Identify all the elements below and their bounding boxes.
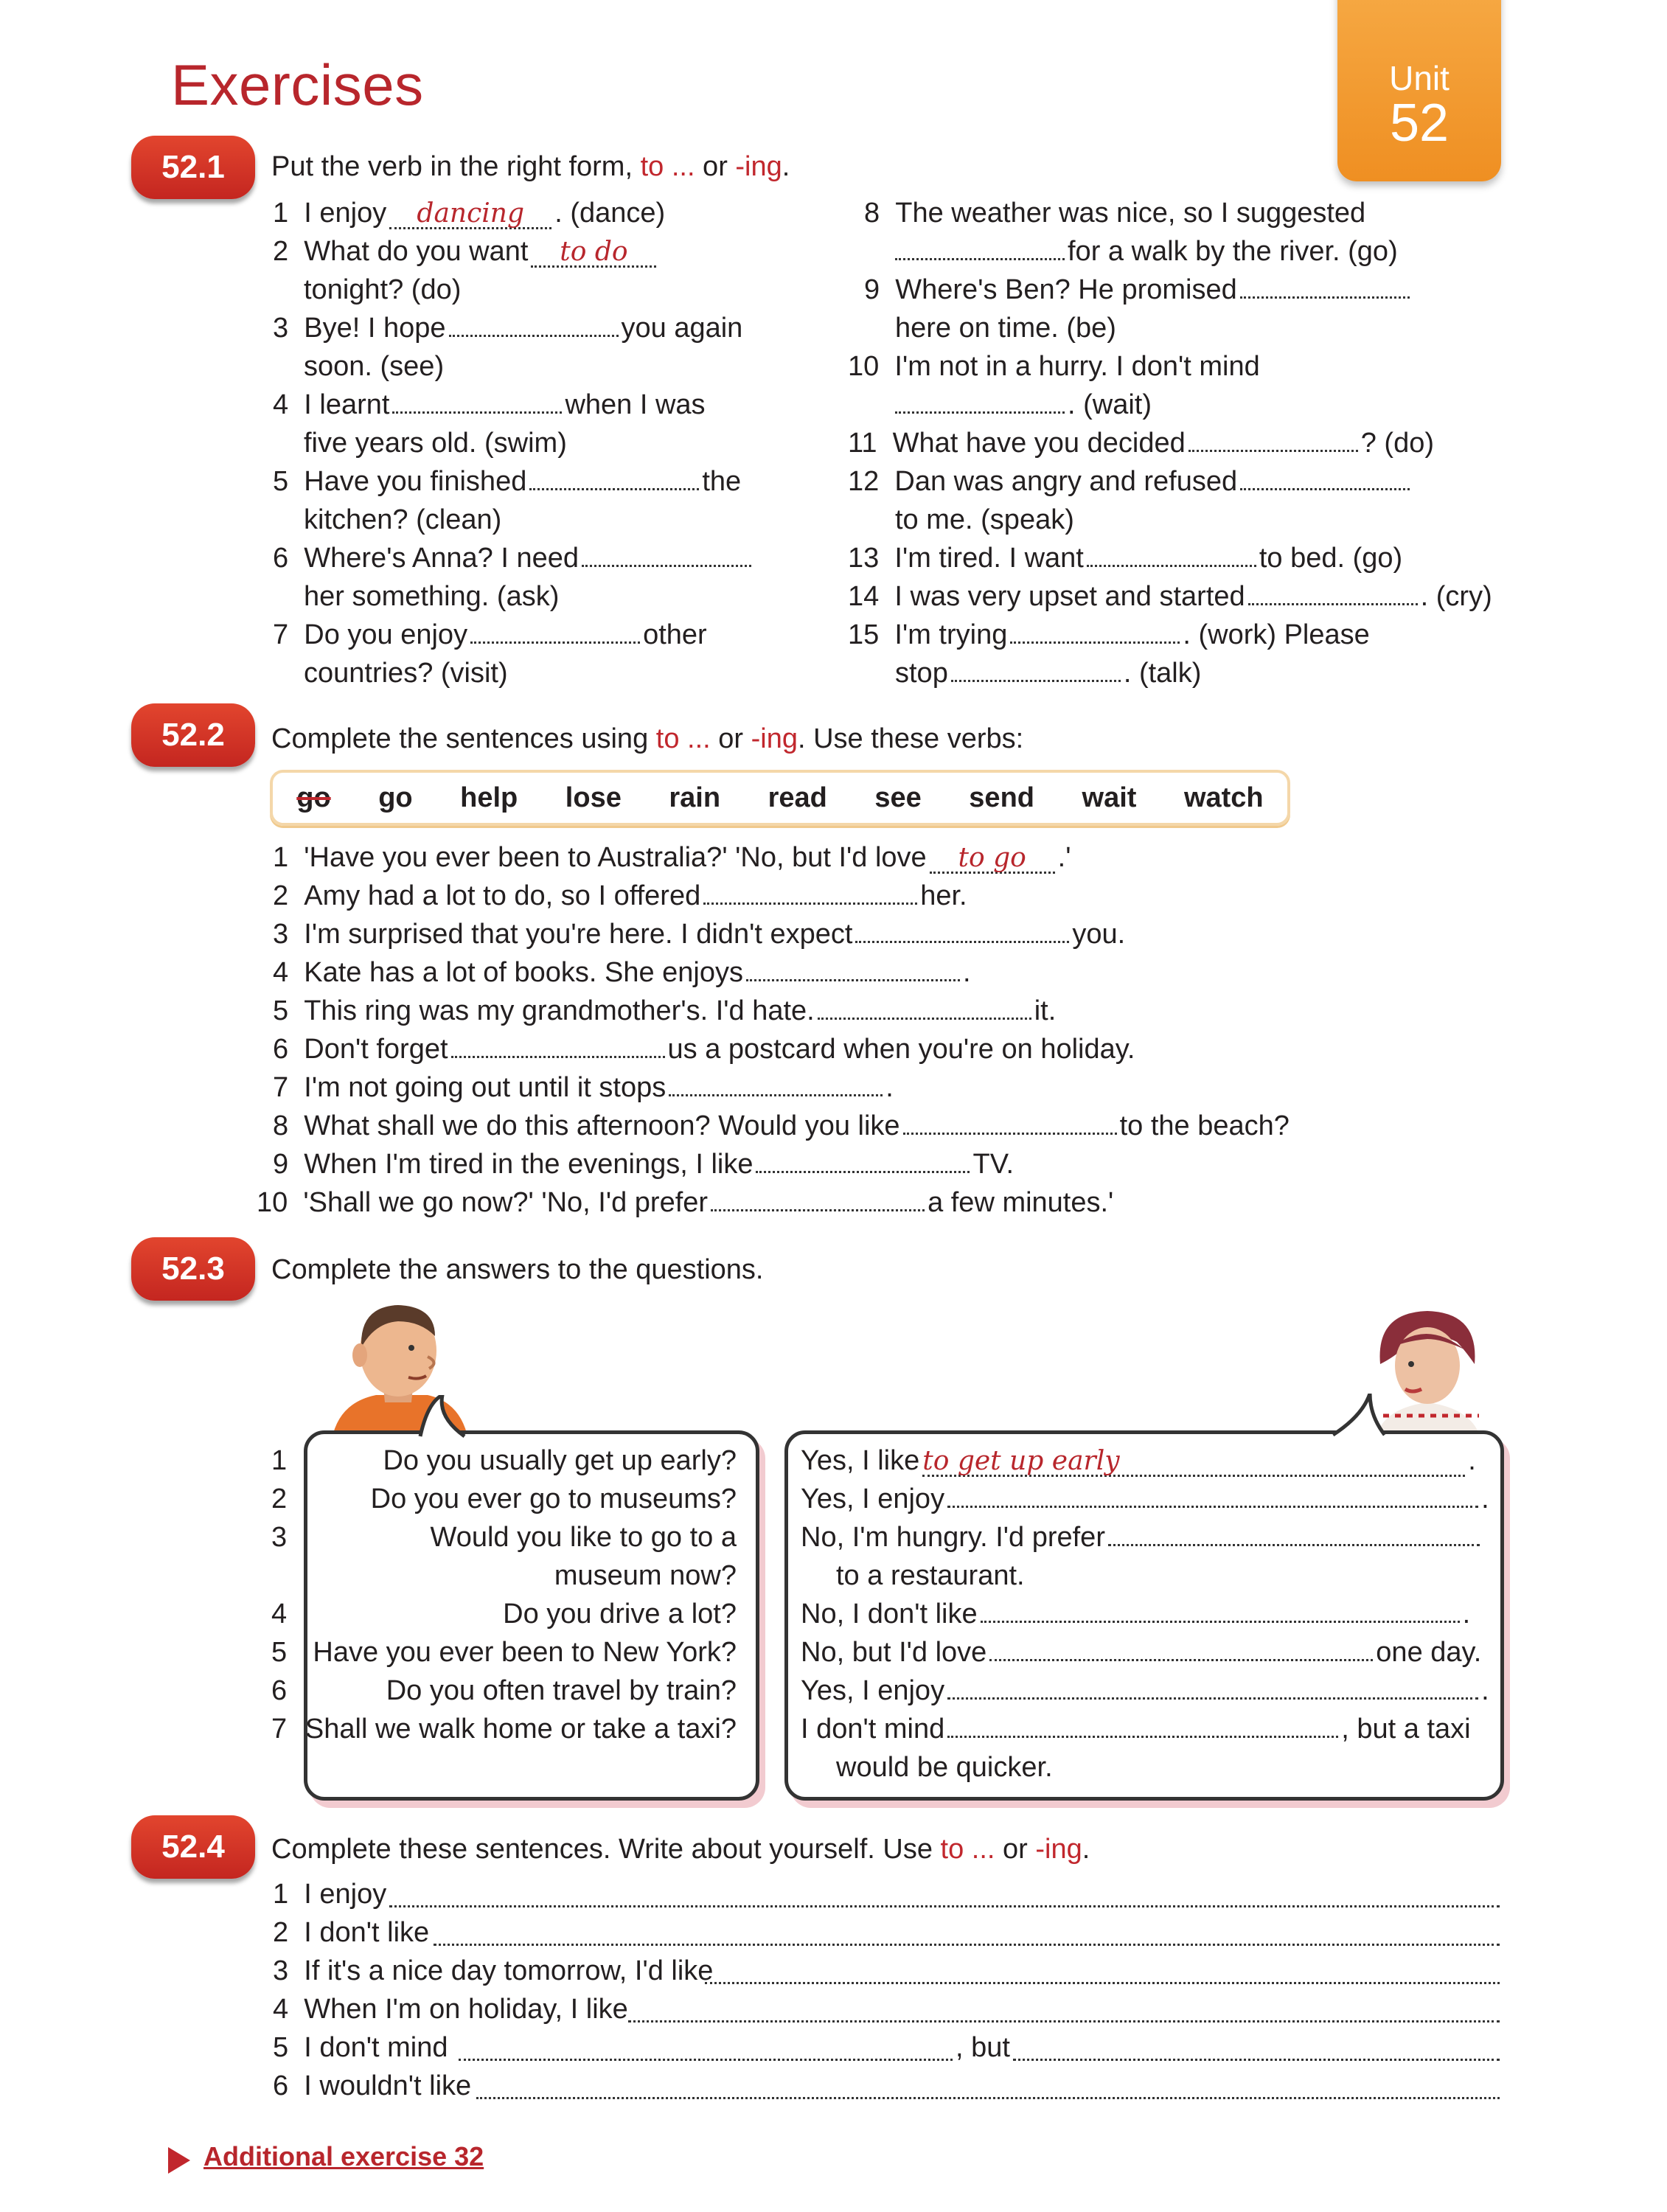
ex2-item-4: 4 Kate has a lot of books. She enjoys . <box>273 957 971 988</box>
ex3-number-2: 2 <box>271 1484 288 1514</box>
ex2-blank-8[interactable] <box>903 1109 1117 1135</box>
ex1-item-2-cont: tonight? (do) <box>304 274 462 305</box>
ex3-answer-3: No, I'm hungry. I'd prefer <box>801 1520 1483 1554</box>
verb-go: go <box>378 782 413 813</box>
ex3-answer-7-cont: would be quicker. <box>836 1752 1053 1783</box>
ex2-item-3: 3 I'm surprised that you're here. I didn't expect you. <box>273 919 1126 950</box>
ex1-blank-10[interactable] <box>895 388 1065 414</box>
ex1-item-5: 5 Have you finished the <box>273 466 742 497</box>
ex1-item-13: 13 I'm tired. I want to bed. (go) <box>848 543 1403 574</box>
ex4-blank-2[interactable] <box>434 1944 1500 1946</box>
ex1-item-9-cont: here on time. (be) <box>895 313 1116 344</box>
ex1-item-12: 12 Dan was angry and refused <box>848 465 1413 498</box>
ex3-blank-6[interactable] <box>947 1674 1478 1700</box>
ex3-answer-1: Yes, I like to get up early . <box>801 1445 1476 1476</box>
ex1-item-14: 14 I was very upset and started . (cry) <box>848 581 1492 612</box>
exercise-badge-52-2: 52.2 <box>131 703 255 767</box>
ex1-item-15-cont: stop . (talk) <box>895 658 1202 689</box>
ex1-blank-7[interactable] <box>470 618 640 644</box>
verb-help: help <box>460 782 518 813</box>
unit-tab <box>1337 0 1501 181</box>
ex1-item-9: 9 Where's Ben? He promised <box>864 273 1413 307</box>
ex1-item-11: 11 What have you decided ? (do) <box>848 428 1435 459</box>
ex3-blank-7[interactable] <box>947 1712 1338 1738</box>
ex3-answer-7: I don't mind , but a taxi <box>801 1714 1471 1745</box>
ex2-answer-1[interactable]: to go <box>930 845 1055 874</box>
ex1-item-6-cont: her something. (ask) <box>304 581 560 612</box>
ex2-blank-2[interactable] <box>703 879 917 905</box>
exercise-badge-52-3: 52.3 <box>131 1237 255 1301</box>
ex3-answer-6: Yes, I enjoy . <box>801 1675 1489 1706</box>
ex4-item-5: 5 I don't mind <box>273 2032 448 2063</box>
ex3-question-2: Do you ever go to museums? <box>370 1484 737 1514</box>
ex4-item-3: 3 If it's a nice day tomorrow, I'd like <box>273 1955 714 1986</box>
unit-label: Unit <box>1389 59 1450 97</box>
ex1-item-5-cont: kitchen? (clean) <box>304 504 502 535</box>
ex4-blank-5a[interactable] <box>459 2059 953 2061</box>
exercise-52-2-instruction: Complete the sentences using to ... or -ing. Use these verbs: <box>271 723 1024 754</box>
page-title: Exercises <box>171 52 424 117</box>
ex1-item-8-cont: for a walk by the river. (go) <box>895 234 1398 268</box>
ex3-blank-5[interactable] <box>989 1635 1373 1661</box>
ex3-number-7: 7 <box>271 1714 288 1745</box>
ex1-blank-13[interactable] <box>1087 541 1256 567</box>
question-bubble-tail <box>413 1395 487 1439</box>
ex1-blank-14[interactable] <box>1248 580 1418 605</box>
ex4-item-5-but: , but <box>956 2032 1010 2063</box>
exercise-badge-52-4: 52.4 <box>131 1815 255 1879</box>
ex2-blank-6[interactable] <box>451 1032 665 1058</box>
ex2-blank-9[interactable] <box>756 1147 970 1173</box>
ex2-item-5: 5 This ring was my grandmother's. I'd hate. it. <box>273 995 1057 1026</box>
ex1-answer-2[interactable]: to do <box>531 239 656 268</box>
verb-list-box <box>270 770 1290 826</box>
ex3-answer-3-cont: to a restaurant. <box>836 1560 1025 1591</box>
ex1-item-7-cont: countries? (visit) <box>304 658 508 689</box>
ex2-item-10: 10 'Shall we go now?' 'No, I'd prefer a few minutes.' <box>257 1187 1114 1218</box>
verb-watch: watch <box>1183 782 1264 813</box>
ex2-item-6: 6 Don't forget us a postcard when you're on holiday. <box>273 1034 1135 1065</box>
ex1-item-3-cont: soon. (see) <box>304 351 445 382</box>
ex1-item-7: 7 Do you enjoy other <box>273 619 707 650</box>
verb-go-used: go <box>296 782 331 813</box>
ex1-blank-9[interactable] <box>1240 273 1410 299</box>
ex3-number-4: 4 <box>271 1599 288 1630</box>
answer-bubble-tail <box>1318 1394 1392 1438</box>
verb-lose: lose <box>565 782 622 813</box>
exercise-52-3-instruction: Complete the answers to the questions. <box>271 1254 764 1285</box>
ex4-blank-4[interactable] <box>628 2020 1500 2023</box>
arrow-right-icon <box>168 2147 190 2174</box>
ex2-item-2: 2 Amy had a lot to do, so I offered her. <box>273 880 967 911</box>
ex3-question-5: Have you ever been to New York? <box>313 1637 737 1668</box>
ex3-blank-2[interactable] <box>947 1482 1478 1508</box>
ex3-number-1: 1 <box>271 1445 288 1476</box>
ex1-item-1: 1 I enjoy dancing . (dance) <box>273 198 666 229</box>
ex1-item-12-cont: to me. (speak) <box>895 504 1074 535</box>
verb-send: send <box>969 782 1034 813</box>
ex3-question-1: Do you usually get up early? <box>383 1445 737 1476</box>
ex4-blank-3[interactable] <box>705 1982 1500 1984</box>
ex2-blank-3[interactable] <box>855 917 1069 943</box>
ex3-answer-5: No, but I'd love one day. <box>801 1637 1482 1668</box>
ex4-blank-1[interactable] <box>389 1905 1500 1907</box>
ex1-blank-15b[interactable] <box>951 656 1121 682</box>
ex1-blank-11[interactable] <box>1189 426 1358 452</box>
ex2-item-9: 9 When I'm tired in the evenings, I like TV. <box>273 1149 1015 1180</box>
ex1-blank-3[interactable] <box>449 311 619 337</box>
ex3-number-3: 3 <box>271 1522 288 1553</box>
ex3-answer-4: No, I don't like . <box>801 1599 1471 1630</box>
ex4-item-1: 1 I enjoy <box>273 1879 387 1910</box>
ex2-item-7: 7 I'm not going out until it stops . <box>273 1072 894 1103</box>
ex1-blank-4[interactable] <box>392 388 562 414</box>
ex1-item-6: 6 Where's Anna? I need <box>273 541 754 575</box>
ex3-question-6: Do you often travel by train? <box>386 1675 737 1706</box>
ex4-item-6: 6 I wouldn't like <box>273 2070 472 2101</box>
additional-exercise-link[interactable]: Additional exercise 32 <box>203 2141 484 2171</box>
ex1-item-2: 2 What do you want to do <box>273 234 659 268</box>
ex1-item-3: 3 Bye! I hope you again <box>273 313 743 344</box>
ex3-answer-1-filled[interactable]: to get up early <box>922 1448 1465 1477</box>
ex1-item-4-cont: five years old. (swim) <box>304 428 567 459</box>
ex1-blank-15a[interactable] <box>1010 618 1180 644</box>
ex4-blank-5b[interactable] <box>1013 2059 1500 2061</box>
ex2-blank-5[interactable] <box>818 994 1031 1020</box>
ex3-answer-2: Yes, I enjoy . <box>801 1484 1489 1514</box>
unit-number: 52 <box>1389 94 1450 153</box>
ex1-answer-1[interactable]: dancing <box>389 201 551 229</box>
ex3-number-6: 6 <box>271 1675 288 1706</box>
exercise-52-4-instruction: Complete these sentences. Write about yourself. Use to ... or -ing. <box>271 1834 1090 1865</box>
ex1-blank-6[interactable] <box>582 541 751 567</box>
verb-rain: rain <box>669 782 721 813</box>
verb-see: see <box>874 782 922 813</box>
ex2-item-8: 8 What shall we do this afternoon? Would you like to the beach? <box>273 1110 1290 1141</box>
ex1-item-10: 10 I'm not in a hurry. I don't mind <box>848 351 1260 382</box>
verb-wait: wait <box>1082 782 1137 813</box>
ex2-item-1: 1 'Have you ever been to Australia?' 'No, but I'd love to go .' <box>273 842 1071 873</box>
verb-read: read <box>768 782 827 813</box>
ex1-blank-12[interactable] <box>1240 465 1410 490</box>
ex3-number-5: 5 <box>271 1637 288 1668</box>
ex2-blank-4[interactable] <box>746 956 960 981</box>
ex1-item-10-cont: . (wait) <box>895 388 1152 422</box>
ex4-item-2: 2 I don't like <box>273 1917 430 1948</box>
ex1-item-8: 8 The weather was nice, so I suggested <box>864 198 1366 229</box>
ex1-item-4: 4 I learnt when I was <box>273 389 706 420</box>
ex3-question-7: Shall we walk home or take a taxi? <box>304 1714 737 1745</box>
exercise-52-1-instruction: Put the verb in the right form, to ... or -ing. <box>271 151 790 182</box>
ex1-blank-5[interactable] <box>529 465 699 490</box>
ex2-blank-7[interactable] <box>669 1071 883 1096</box>
ex3-question-4: Do you drive a lot? <box>503 1599 737 1630</box>
ex3-blank-4[interactable] <box>981 1597 1460 1623</box>
ex4-item-4: 4 When I'm on holiday, I like <box>273 1994 628 2025</box>
ex2-blank-10[interactable] <box>711 1186 925 1211</box>
ex3-blank-3[interactable] <box>1108 1520 1480 1546</box>
ex3-question-3: Would you like to go to a <box>430 1522 737 1553</box>
ex1-blank-8[interactable] <box>895 234 1065 260</box>
ex3-question-3-cont: museum now? <box>554 1560 737 1591</box>
ex4-blank-6[interactable] <box>476 2097 1500 2099</box>
ex1-item-15: 15 I'm trying . (work) Please <box>848 619 1370 650</box>
exercise-badge-52-1: 52.1 <box>131 136 255 199</box>
